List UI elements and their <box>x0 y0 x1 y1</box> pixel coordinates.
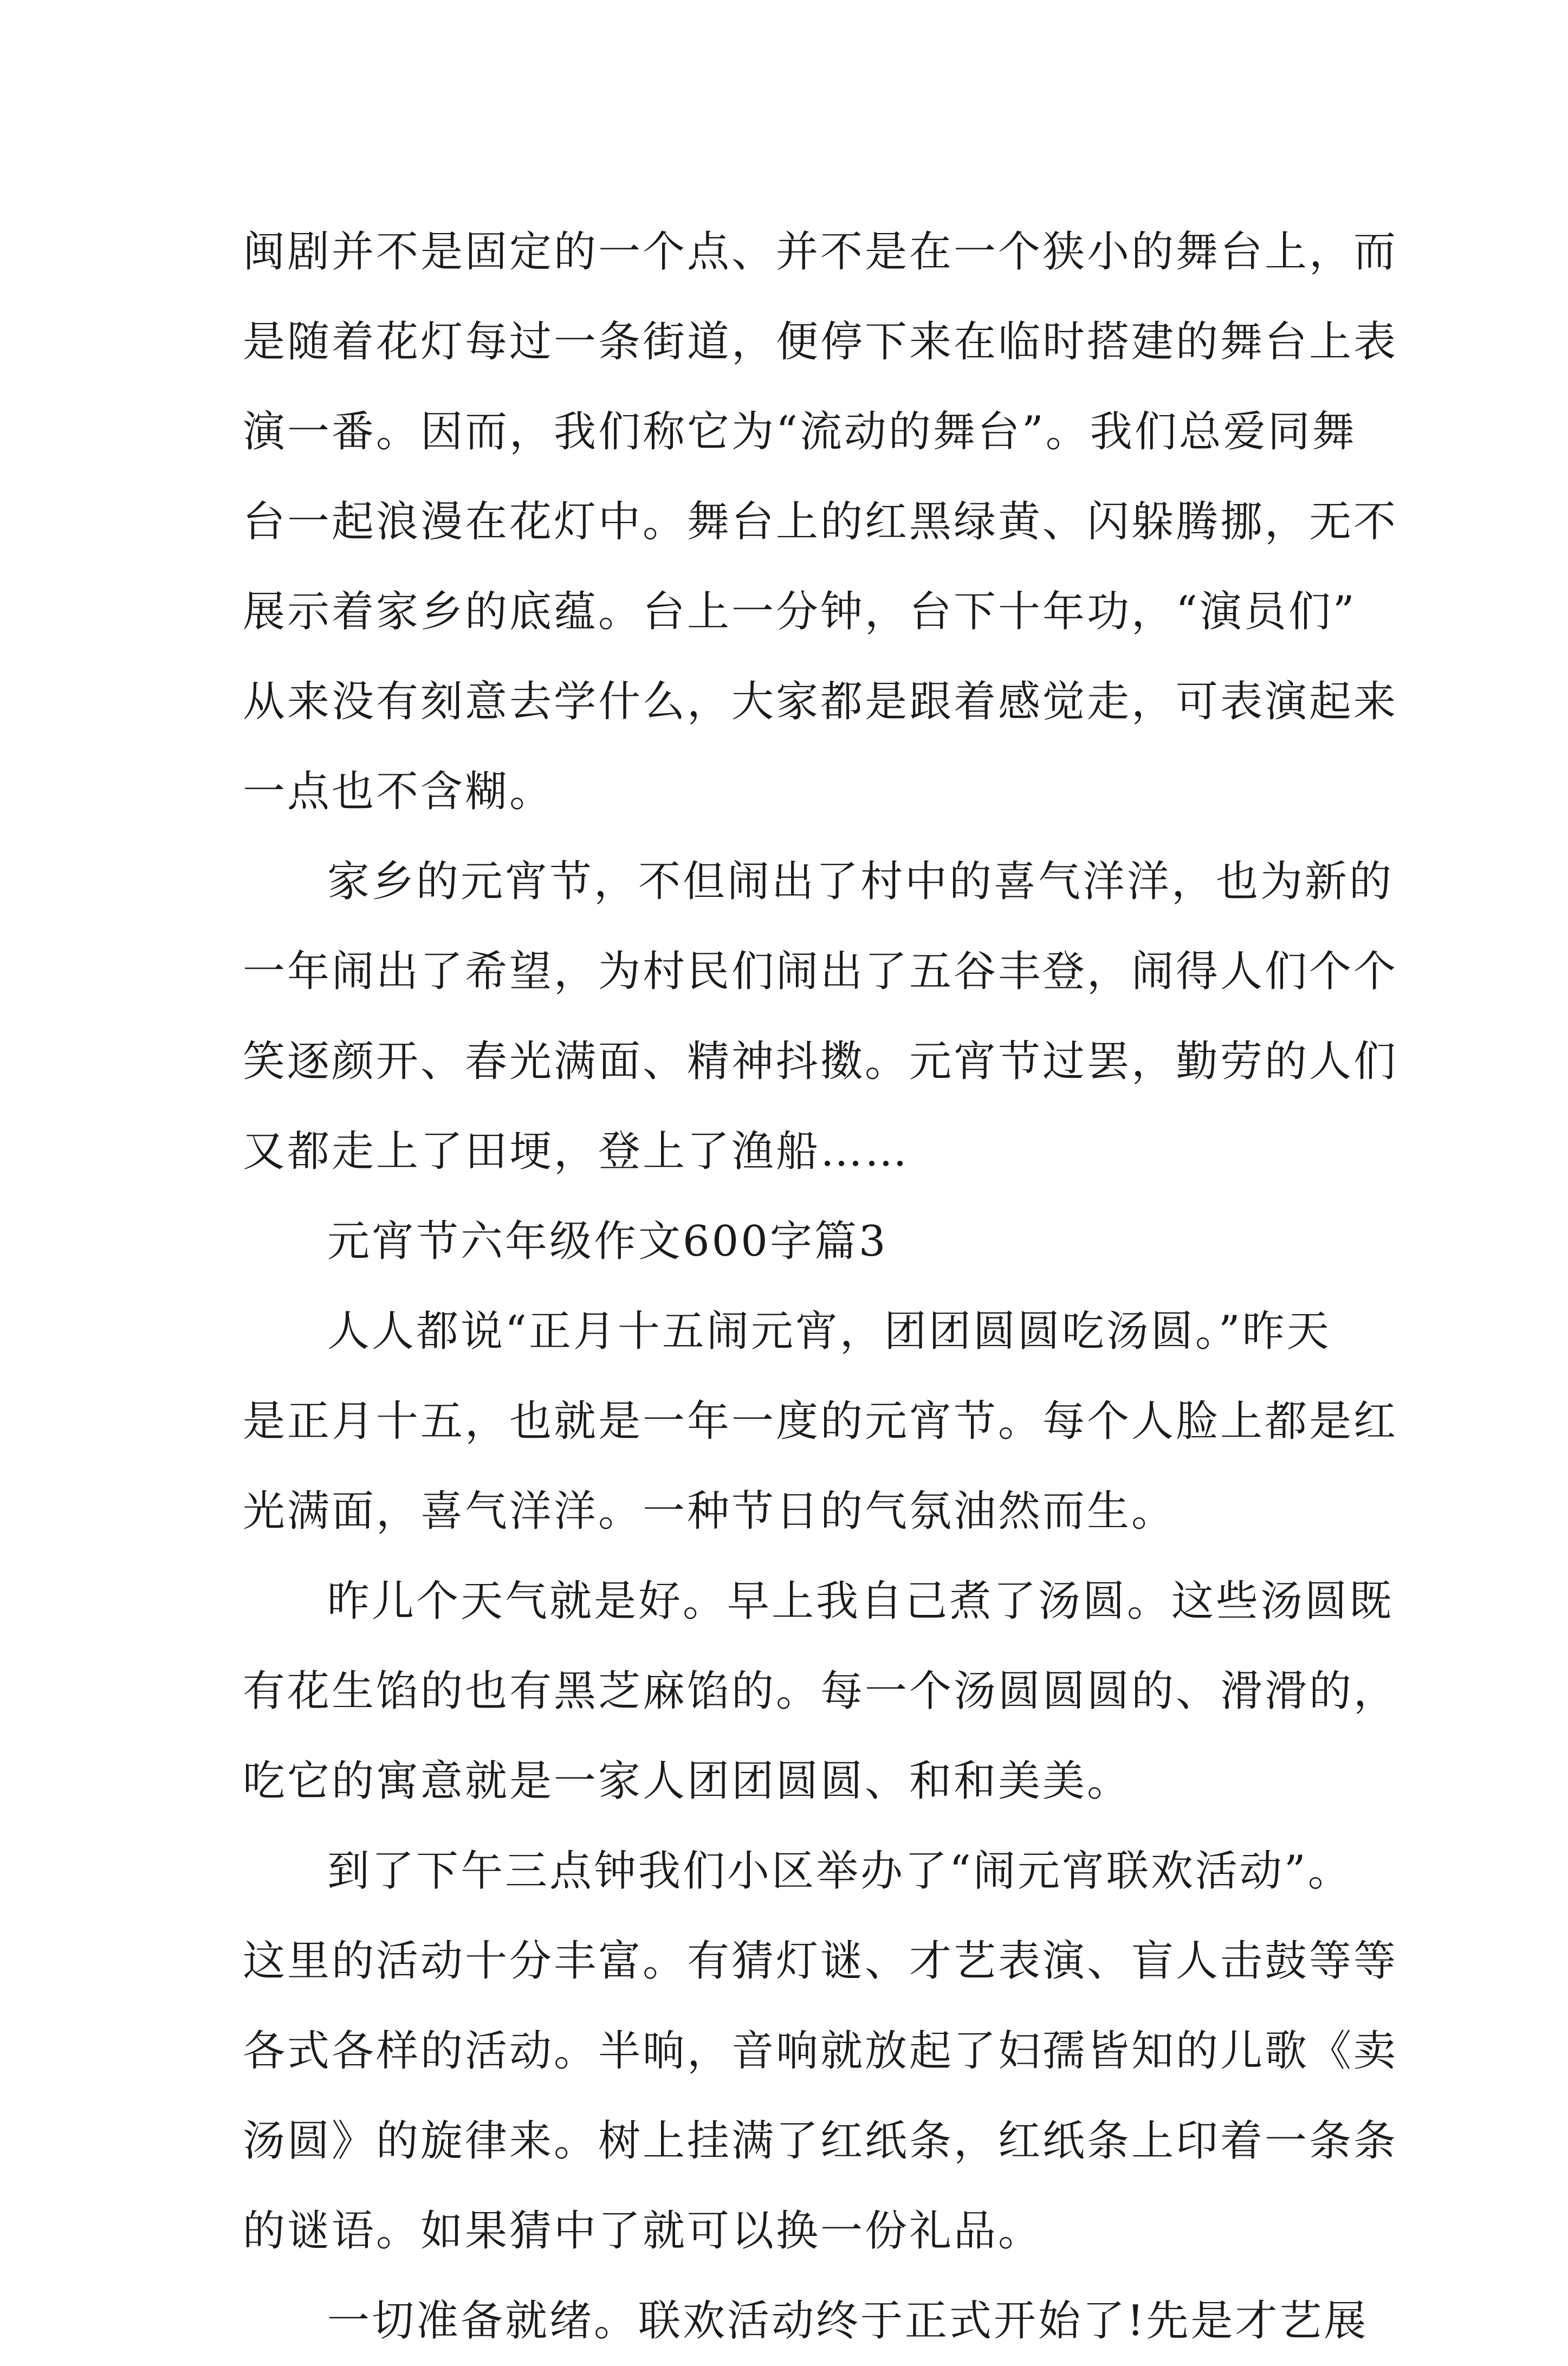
text-line: 台一起浪漫在花灯中。舞台上的红黑绿黄、闪躲腾挪，无不 <box>243 497 1398 546</box>
text-line: 从来没有刻意去学什么，大家都是跟着感觉走，可表演起来 <box>243 677 1398 726</box>
text-line: 家乡的元宵节，不但闹出了村中的喜气洋洋，也为新的 <box>327 857 1394 906</box>
text-line: 一点也不含糊。 <box>243 767 554 816</box>
text-line: 汤圆》的旋律来。树上挂满了红纸条，红纸条上印着一条条 <box>243 2117 1398 2165</box>
text-line: 昨儿个天气就是好。早上我自己煮了汤圆。这些汤圆既 <box>327 1577 1394 1626</box>
text-line: 光满面，喜气洋洋。一种节日的气氛油然而生。 <box>243 1487 1176 1536</box>
text-line: 这里的活动十分丰富。有猜灯谜、才艺表演、盲人击鼓等等 <box>243 1937 1398 1986</box>
text-line: 有花生馅的也有黑芝麻馅的。每一个汤圆圆圆的、滑滑的， <box>243 1667 1398 1716</box>
text-line: 一切准备就绪。联欢活动终于正式开始了!先是才艺展 <box>327 2297 1369 2345</box>
essay-body <box>243 207 1398 2366</box>
section-heading: 元宵节六年级作文600字篇3 <box>327 1217 888 1266</box>
text-line: 到了下午三点钟我们小区举办了“闹元宵联欢活动”。 <box>327 1847 1352 1896</box>
text-line: 展示着家乡的底蕴。台上一分钟，台下十年功，“演员们” <box>243 587 1357 636</box>
text-line: 笑逐颜开、春光满面、精神抖擞。元宵节过罢，勤劳的人们 <box>243 1037 1398 1086</box>
text-line: 闽剧并不是固定的一个点、并不是在一个狭小的舞台上，而 <box>243 228 1398 276</box>
text-line: 演一番。因而，我们称它为“流动的舞台”。我们总爱同舞 <box>243 408 1357 456</box>
text-line: 吃它的寓意就是一家人团团圆圆、和和美美。 <box>243 1757 1132 1806</box>
text-line: 是随着花灯每过一条街道，便停下来在临时搭建的舞台上表 <box>243 318 1398 366</box>
text-line: 各式各样的活动。半晌，音响就放起了妇孺皆知的儿歌《卖 <box>243 2027 1398 2076</box>
text-line: 人人都说“正月十五闹元宵，团团圆圆吃汤圆。”昨天 <box>327 1307 1331 1356</box>
text-line: 是正月十五，也就是一年一度的元宵节。每个人脸上都是红 <box>243 1397 1398 1446</box>
text-line: 的谜语。如果猜中了就可以换一份礼品。 <box>243 2207 1043 2255</box>
text-line: 又都走上了田埂，登上了渔船…… <box>243 1127 910 1176</box>
text-line: 一年闹出了希望，为村民们闹出了五谷丰登，闹得人们个个 <box>243 947 1398 996</box>
